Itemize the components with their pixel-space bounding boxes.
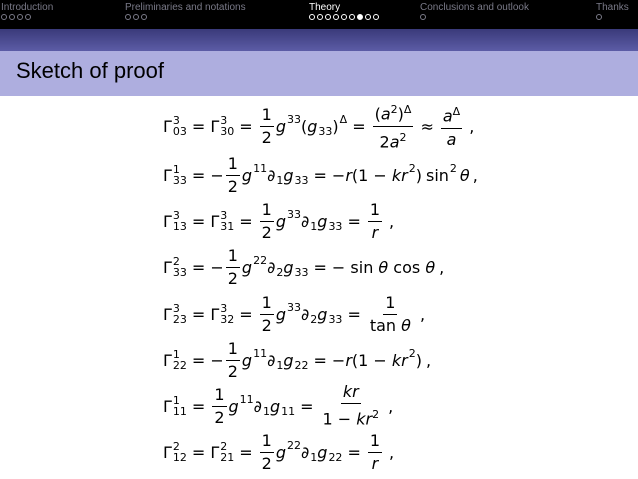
slide-dot[interactable] bbox=[309, 14, 315, 20]
slide-dot[interactable] bbox=[9, 14, 15, 20]
slide-dot[interactable] bbox=[125, 14, 131, 20]
slide-dot[interactable] bbox=[349, 14, 355, 20]
slide-dot[interactable] bbox=[341, 14, 347, 20]
nav-section-theory[interactable]: Theory bbox=[309, 2, 341, 13]
equation-row: Γ 2 12 = Γ 2 21 = $\frac{1}{2}$ g 22 ∂ 1 g 22 = $\frac{1}{r}$ , bbox=[163, 430, 395, 473]
nav-dots-preliminaries bbox=[125, 14, 149, 22]
nav-dots-theory bbox=[309, 14, 381, 22]
slide-dot[interactable] bbox=[317, 14, 323, 20]
nav-section-introduction[interactable]: Introduction bbox=[1, 2, 54, 13]
nav-dots-thanks bbox=[596, 14, 604, 22]
header-band bbox=[0, 29, 638, 51]
slide-dot[interactable] bbox=[365, 14, 371, 20]
equation-row: Γ 1 33 = − $\frac{1}{2}$ g 11 ∂ 1 g 33 = −r(1 − kr 2 ) sin 2 θ , bbox=[163, 153, 478, 196]
nav-section-conclusions[interactable]: Conclusions and outlook bbox=[420, 2, 529, 13]
slide-dot[interactable] bbox=[420, 14, 426, 20]
slide-dot[interactable] bbox=[133, 14, 139, 20]
equation-row: Γ 3 23 = Γ 3 32 = $\frac{1}{2}$ g 33 ∂ 2 g 33 = $\frac{1}{\text{tan θ}}$ , bbox=[163, 292, 426, 335]
equation-row: Γ 3 13 = Γ 3 31 = $\frac{1}{2}$ g 33 ∂ 1 g 33 = $\frac{1}{r}$ , bbox=[163, 199, 395, 242]
slide-dot[interactable] bbox=[333, 14, 339, 20]
slide-dot[interactable] bbox=[17, 14, 23, 20]
slide-dot[interactable] bbox=[1, 14, 7, 20]
current-slide-dot[interactable] bbox=[357, 14, 363, 20]
slide-dot[interactable] bbox=[325, 14, 331, 20]
slide-dot[interactable] bbox=[141, 14, 147, 20]
frame-title: Sketch of proof bbox=[16, 58, 164, 83]
equation-row: Γ 1 11 = $\frac{1}{2}$ g 11 ∂ 1 g 11 = $\frac{kr}{1 - kr^2}$ , bbox=[163, 382, 394, 429]
slide-dot[interactable] bbox=[373, 14, 379, 20]
equation-row: Γ 2 33 = − $\frac{1}{2}$ g 22 ∂ 2 g 33 = − sin θ cos θ , bbox=[163, 245, 445, 288]
slide-dot[interactable] bbox=[25, 14, 31, 20]
equation-row: Γ 1 22 = − $\frac{1}{2}$ g 11 ∂ 1 g 22 = −r(1 − kr 2 ) , bbox=[163, 338, 432, 381]
nav-section-preliminaries[interactable]: Preliminaries and notations bbox=[125, 2, 246, 13]
slide-dot[interactable] bbox=[596, 14, 602, 20]
nav-dots-conclusions bbox=[420, 14, 428, 22]
equation-row: Γ 3 03 = Γ 3 30 = $\frac{1}{2}$ g 33 ( g 33 ) Δ = $\frac{(a^2)^\Delta}{2a^2}$ ≈ $\frac{a^\Delta}{a}$ , bbox=[163, 103, 474, 149]
nav-dots-introduction bbox=[1, 14, 33, 22]
nav-section-thanks[interactable]: Thanks bbox=[596, 2, 629, 13]
navigation-bar bbox=[0, 0, 638, 29]
